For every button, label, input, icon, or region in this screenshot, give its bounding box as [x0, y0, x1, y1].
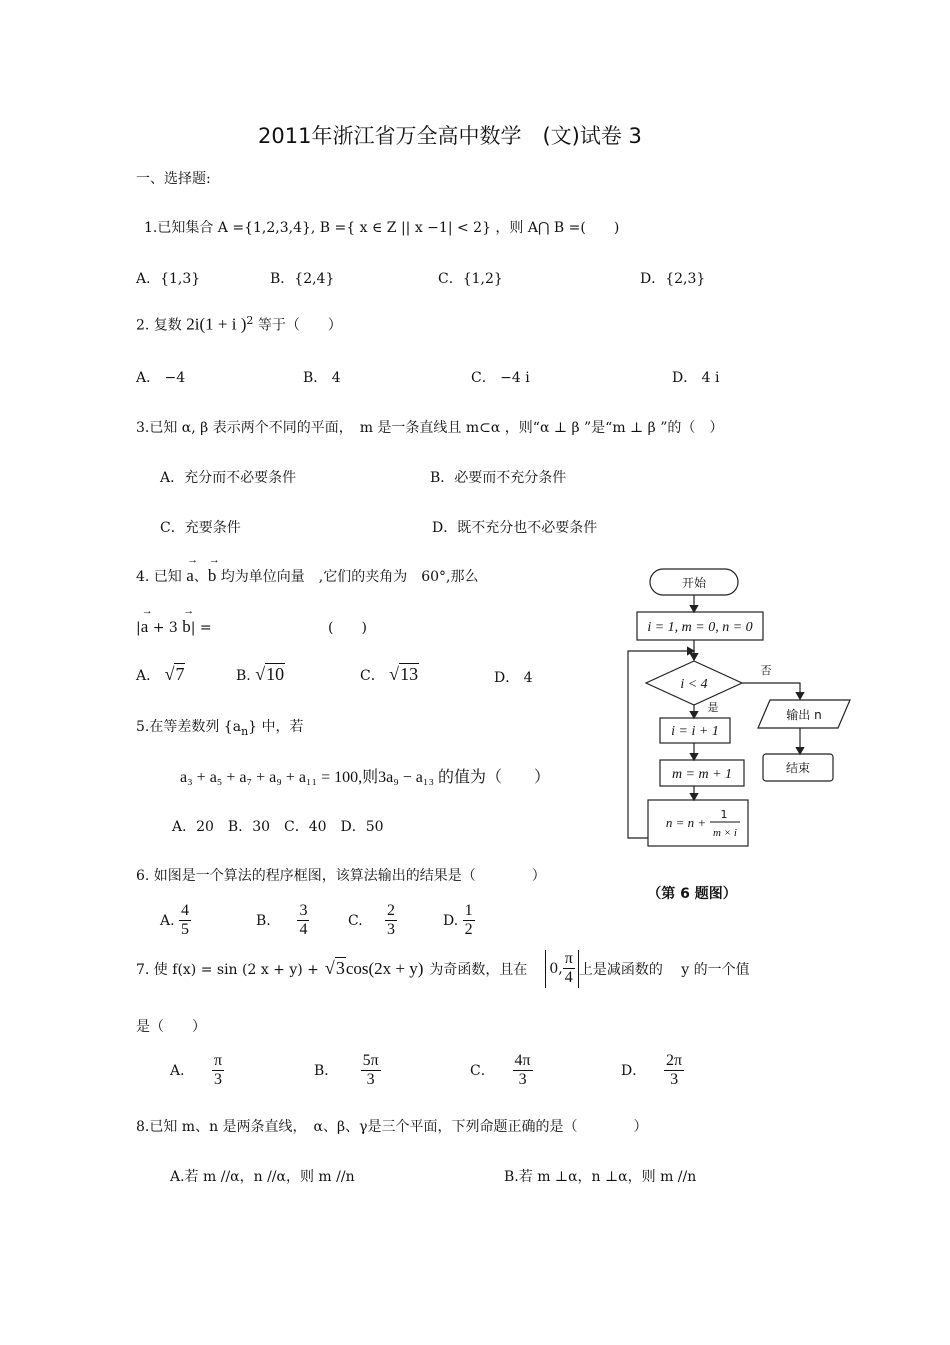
q4-option-b-label: B.: [236, 668, 251, 684]
q1-option-c: C．{1,2}: [438, 271, 503, 287]
sqrt-icon: √7: [164, 664, 185, 684]
q7-b-den: 3: [366, 1071, 375, 1089]
q6-b-label: B.: [256, 912, 271, 929]
q4-expression: [136, 617, 212, 637]
q4-vector-a: → a: [141, 617, 149, 637]
q6-d-num: 1: [463, 902, 475, 921]
q4-prefix: 4. 已知: [136, 569, 182, 585]
sqrt-icon: √3: [324, 958, 345, 979]
q7-c-num: 4π: [513, 1052, 533, 1071]
q6-b-den: 4: [299, 921, 308, 939]
q7-c-label: C．: [470, 1062, 495, 1079]
q8-option-a: A.若 m //α，n //α，则 m //n: [170, 1169, 355, 1185]
q6-option-b: [256, 902, 309, 940]
q7-line2: 是（ ）: [136, 1019, 206, 1035]
q4-option-c: [360, 664, 419, 685]
q4-paren: ( ): [328, 620, 367, 636]
q7-b-fraction: [361, 1052, 381, 1090]
q1-option-b: B．{2,4}: [270, 271, 335, 287]
q4-abs-right: | =: [190, 620, 212, 636]
question-2: [136, 314, 342, 335]
q7-d-label: D．: [621, 1062, 647, 1079]
question-5: [136, 716, 304, 738]
q7-mid-text: 为奇函数，且在: [429, 961, 528, 978]
q5-line1-end: } 中，若: [248, 719, 304, 735]
q7-option-a: [170, 1052, 224, 1090]
flow-no-line: [742, 683, 800, 699]
q3-option-a: A．充分而不必要条件: [160, 470, 297, 486]
flow-init-label: i = 1, m = 0, n = 0: [647, 620, 753, 635]
question-1: 1.已知集合 A ={1,2,3,4}, B ={ x ∈ Z || x −1| < 2} ，则 A⋂ B =( ): [144, 220, 620, 236]
q4-option-c-value: 13: [400, 664, 419, 684]
q6-b-num: 3: [297, 902, 309, 921]
q4-separator: 、: [193, 569, 208, 585]
q7-interval-fraction: [563, 950, 575, 988]
q7-a-label: A．: [170, 1062, 195, 1079]
flow-end-label: 结束: [785, 761, 811, 775]
q4-option-a: [136, 664, 185, 685]
flowchart: [600, 560, 860, 900]
flow-no-label: 否: [760, 664, 772, 677]
flow-caption: （第 6 题图）: [647, 886, 737, 900]
q7-c-den: 3: [518, 1071, 527, 1089]
q4-vector-b: → b: [182, 617, 191, 637]
flow-output-label: 输出 n: [786, 708, 822, 722]
flow-step2-label: m = m + 1: [671, 767, 733, 782]
vector-b: → b: [208, 566, 217, 586]
q7-b-num: 5π: [361, 1052, 381, 1071]
q2-exponent: 2: [246, 314, 254, 327]
q7-sqrt-value: 3: [335, 958, 345, 979]
q7-interval-left: 0,: [549, 960, 563, 977]
q7-option-d: [621, 1052, 684, 1090]
q2-option-c: C． −4 i: [471, 370, 530, 386]
q3-option-b: B．必要而不充分条件: [430, 470, 567, 486]
q6-a-label: A.: [160, 912, 175, 929]
flow-condition-label: i < 4: [680, 677, 708, 692]
flow-step3-num: 1: [720, 808, 728, 821]
page-title: 2011年浙江省万全高中数学 (文)试卷 3: [258, 124, 642, 148]
question-6: 6. 如图是一个算法的程序框图，该算法输出的结果是（ ）: [136, 868, 546, 884]
flow-step1-label: i = i + 1: [671, 724, 719, 739]
q5-options: A．20 B．30 C．40 D．50: [172, 819, 384, 835]
q7-c-fraction: [513, 1052, 533, 1090]
q7-option-c: [470, 1052, 533, 1090]
q2-option-b: B． 4: [303, 370, 341, 386]
q4-option-b-value: 10: [266, 664, 285, 684]
q6-c-label: C.: [348, 912, 363, 929]
q2-option-d: D． 4 i: [672, 370, 720, 386]
q6-d-label: D.: [443, 912, 459, 929]
q4-option-a-value: 7: [175, 664, 185, 684]
q1-option-d: D．{2,3}: [640, 271, 706, 287]
q4-three: + 3: [152, 620, 178, 636]
q8-option-b: B.若 m ⊥α，n ⊥α，则 m //n: [504, 1169, 697, 1185]
q6-c-fraction: [385, 902, 397, 940]
q5-equation: a₃ + a₅ + a₇ + a₉ + a₁₁ = 100,则3a₉ − a₁₃ 的值为（ ）: [180, 769, 551, 786]
q1-option-a: A．{1,3}: [136, 271, 201, 287]
question-7: [136, 950, 750, 988]
q3-option-c: C．充要条件: [160, 520, 241, 536]
q6-a-fraction: [179, 902, 191, 940]
q3-option-d: D．既不充分也不必要条件: [432, 520, 598, 536]
q6-option-d: [443, 902, 475, 940]
q2-expression: 2i(1 + i ): [186, 314, 247, 334]
q7-suffix: 上是减函数的 y 的一个值: [578, 961, 750, 978]
q4-abs-left: |: [136, 620, 141, 636]
flow-step3-den: m × i: [713, 827, 737, 839]
q7-prefix: 7. 使 f(x) = sin (2 x + y) +: [136, 961, 319, 978]
q7-a-num: π: [212, 1052, 224, 1071]
q7-b-label: B．: [314, 1062, 339, 1079]
q4-option-d: D． 4: [494, 670, 533, 686]
q7-d-num: 2π: [664, 1052, 684, 1071]
q7-d-den: 3: [670, 1071, 679, 1089]
q4-suffix: 均为单位向量 ,它们的夹角为 60°,那么: [220, 569, 479, 585]
q7-a-fraction: [212, 1052, 224, 1090]
flow-start-label: 开始: [681, 576, 707, 590]
sqrt-icon: √13: [389, 664, 419, 684]
q2-option-a: A． −4: [136, 370, 186, 386]
sqrt-icon: √10: [255, 664, 285, 684]
q6-c-den: 3: [386, 921, 395, 939]
q6-d-den: 2: [464, 921, 473, 939]
q4-option-a-label: A．: [136, 668, 161, 684]
q5-subscript: n: [241, 724, 249, 738]
q6-c-num: 2: [385, 902, 397, 921]
flow-yes-label: 是: [707, 701, 719, 714]
q4-option-c-label: C．: [360, 668, 385, 684]
q7-interval-den: 4: [564, 969, 573, 987]
flow-step3-label: n = n +: [665, 815, 707, 830]
q5-line1: 5.在等差数列 {a: [136, 719, 242, 735]
q7-interval-num: π: [563, 950, 575, 969]
q7-cos-term: cos(2x + y): [345, 958, 424, 978]
q7-interval: [545, 950, 578, 988]
question-4: [136, 566, 478, 586]
question-8: 8.已知 m、n 是两条直线， α、β、γ是三个平面，下列命题正确的是（ ）: [136, 1119, 648, 1135]
q2-prefix: 2. 复数: [136, 317, 182, 334]
q6-a-den: 5: [181, 921, 190, 939]
question-3: 3.已知 α, β 表示两个不同的平面， m 是一条直线且 m⊂α ，则“α ⊥ β ”是“m ⊥ β ”的（ ）: [136, 420, 724, 436]
q7-option-b: [314, 1052, 381, 1090]
q6-b-fraction: [297, 902, 309, 940]
q6-option-a: [160, 902, 191, 940]
q6-a-num: 4: [179, 902, 191, 921]
vector-a: → a: [186, 566, 194, 586]
q7-d-fraction: [664, 1052, 684, 1090]
q6-d-fraction: [463, 902, 475, 940]
q7-a-den: 3: [213, 1071, 222, 1089]
q6-option-c: [348, 902, 397, 940]
section-heading: 一、选择题:: [136, 171, 211, 187]
q4-option-b: [236, 664, 285, 685]
q2-suffix: 等于（ ）: [257, 317, 342, 334]
